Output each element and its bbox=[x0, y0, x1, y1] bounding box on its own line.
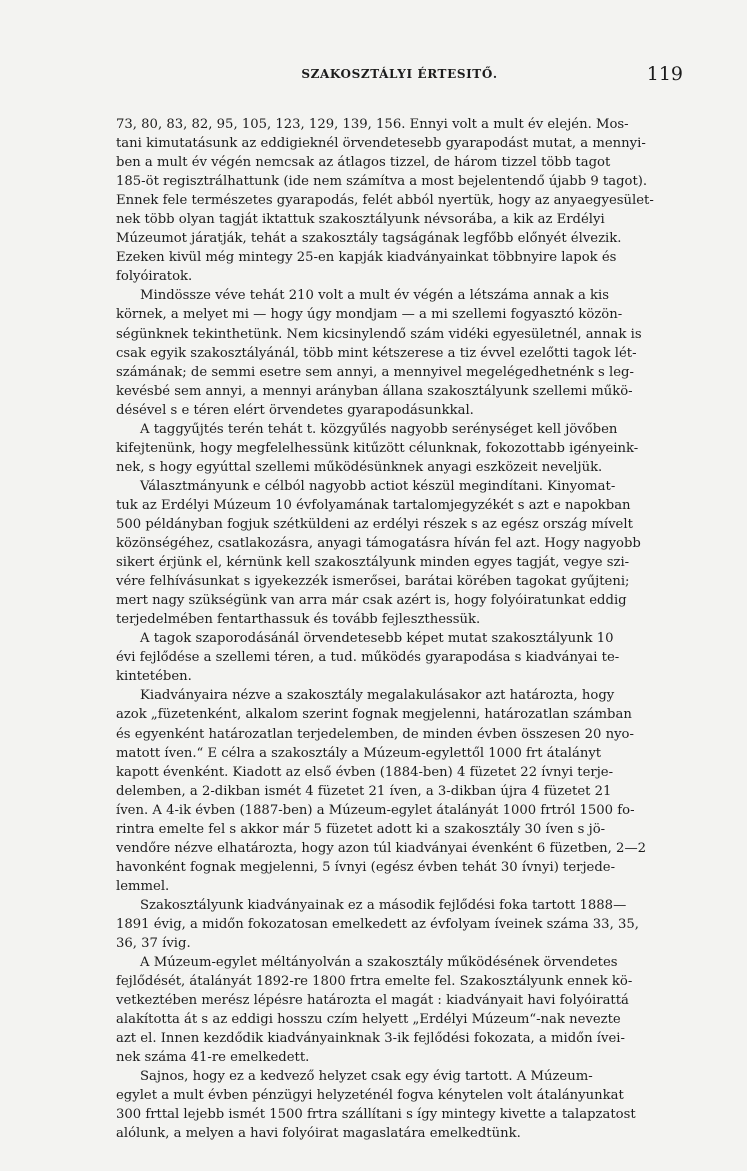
running-title: SZAKOSZTÁLYI ÉRTESITŐ. bbox=[301, 67, 498, 81]
text-line: kintetében. bbox=[116, 669, 192, 685]
text-line: csak egyik szakosztályánál, több mint kétszerese a tiz évvel ezelőtti tagok lét- bbox=[116, 345, 637, 361]
text-line: azok „füzetenként, alkalom szerint fognak megjelenni, határozatlan számban bbox=[116, 707, 632, 723]
text-line: Sajnos, hogy ez a kedvező helyzet csak egy évig tartott. A Múzeum- bbox=[140, 1069, 593, 1085]
text-line: folyóiratok. bbox=[116, 269, 193, 285]
text-line: nek, s hogy egyúttal szellemi működésünknek anyagi eszközeit neveljük. bbox=[116, 459, 603, 475]
text-line: vetkeztében merész lépésre határozta el magát : kiadványait havi folyóirattá bbox=[116, 993, 629, 1009]
text-line: A taggyűjtés terén tehát t. közgyűlés nagyobb serénységet kell jövőben bbox=[140, 421, 618, 437]
text-line: egylet a mult évben pénzügyi helyzeténél fogva kénytelen volt átalányunkat bbox=[116, 1088, 624, 1104]
text-line: Választmányunk e célból nagyobb actiot készül megindítani. Kinyomat- bbox=[140, 478, 616, 494]
text-line: alólunk, a melyen a havi folyóirat magaslatára emelkedtünk. bbox=[116, 1126, 521, 1142]
text-line: körnek, a melyet mi — hogy úgy mondjam — a mi szellemi fogyasztó közön- bbox=[116, 307, 623, 323]
text-line: fejlődését, átalányát 1892-re 1800 frtra emelte fel. Szakosztályunk ennek kö- bbox=[116, 974, 633, 990]
text-line: ben a mult év végén nemcsak az átlagos tizzel, de három tizzel több tagot bbox=[116, 155, 611, 171]
text-line: 185-öt regisztrálhattunk (ide nem számítva a most bejelentendő újabb 9 tagot). bbox=[116, 174, 648, 190]
text-line: tani kimutatásunk az eddigieknél örvendetesebb gyarapodást mutat, a mennyi- bbox=[116, 136, 646, 152]
text-line: Szakosztályunk kiadványainak ez a második fejlődési foka tartott 1888— bbox=[140, 897, 627, 913]
text-line: és egyenként határozatlan terjedelemben, de minden évben összesen 20 nyo- bbox=[116, 726, 634, 742]
text-line: nek száma 41-re emelkedett. bbox=[116, 1050, 310, 1066]
text-line: vendőre nézve elhatározta, hogy azon túl kiadványai évenként 6 füzetben, 2—2 bbox=[116, 840, 647, 856]
page-number: 119 bbox=[646, 63, 683, 85]
text-line: nek több olyan tagját iktattuk szakosztályunk névsorába, a kik az Erdélyi bbox=[116, 212, 605, 228]
page-header bbox=[116, 63, 683, 87]
text-line: delemben, a 2-dikban ismét 4 füzetet 21 íven, a 3-dikban újra 4 füzetet 21 bbox=[116, 783, 612, 799]
text-line: A tagok szaporodásánál örvendetesebb képet mutat szakosztályunk 10 bbox=[140, 631, 614, 647]
text-line: 300 frttal lejebb ismét 1500 frtra szállítani s így mintegy kivette a talapzatost bbox=[116, 1107, 636, 1123]
text-line: alakította át s az eddigi hosszu czím helyett „Erdélyi Múzeum“-nak nevezte bbox=[116, 1012, 621, 1028]
text-line: azt el. Innen kezdődik kiadványainknak 3-ik fejlődési fokozata, a midőn ívei- bbox=[116, 1031, 625, 1047]
text-line: Mindössze véve tehát 210 volt a mult év végén a létszáma annak a kis bbox=[140, 288, 610, 304]
text-line: A Múzeum-egylet méltányolván a szakosztály működésének örvendetes bbox=[140, 955, 618, 971]
text-line: íven. A 4-ik évben (1887-ben) a Múzeum-egylet átalányát 1000 frtról 1500 fo- bbox=[116, 802, 635, 818]
text-line: havonként fognak megjelenni, 5 ívnyi (egész évben tehát 30 ívnyi) terjede- bbox=[116, 859, 616, 875]
text-line: 73, 80, 83, 82, 95, 105, 123, 129, 139, 156. Ennyi volt a mult év elején. Mos- bbox=[116, 117, 629, 132]
text-line: lemmel. bbox=[116, 878, 170, 894]
text-line: 500 példányban fogjuk szétküldeni az erdélyi részek s az egész ország mívelt bbox=[116, 516, 633, 532]
text-line: 36, 37 ívig. bbox=[116, 936, 191, 952]
text-line: Ezeken kivül még mintegy 25-en kapják kiadványainkat többnyire lapok és bbox=[116, 250, 617, 266]
text-line: Kiadványaira nézve a szakosztály megalakulásakor azt határozta, hogy bbox=[140, 688, 615, 704]
text-line: terjedelmében fentarthassuk és tovább fejleszthessük. bbox=[116, 612, 481, 628]
body-text bbox=[116, 115, 683, 1144]
text-line: vére felhívásunkat s igyekezzék ismerősei, barátai körében tagokat gyűjteni; bbox=[116, 574, 630, 590]
text-line: közönségéhez, csatlakozásra, anyagi támogatásra híván fel azt. Hogy nagyobb bbox=[116, 536, 641, 552]
text-line: ségünknek tekinthetünk. Nem kicsinylendő szám vidéki egyesületnél, annak is bbox=[116, 326, 642, 342]
text-line: désével s e téren elért örvendetes gyarapodásunkkal. bbox=[116, 402, 474, 418]
text-line: kevésbé sem annyi, a mennyi arányban állana szakosztályunk szellemi műkö- bbox=[116, 383, 633, 399]
text-line: sikert érjünk el, kérnünk kell szakosztályunk minden egyes tagját, vegye szi- bbox=[116, 555, 630, 571]
text-line: számának; de semmi esetre sem annyi, a mennyivel megelégedhetnénk s leg- bbox=[116, 364, 634, 380]
text-line: rintra emelte fel s akkor már 5 füzetet adott ki a szakosztály 30 íven s jö- bbox=[116, 821, 606, 837]
text-line: 1891 évig, a midőn fokozatosan emelkedett az évfolyam íveinek száma 33, 35, bbox=[116, 916, 639, 932]
text-line: kifejtenünk, hogy megfelelhessünk kitűzött célunknak, fokozottabb igényeink- bbox=[116, 440, 639, 456]
text-line: mert nagy szükségünk van arra már csak azért is, hogy folyóiratunkat eddig bbox=[116, 593, 627, 609]
text-line: tuk az Erdélyi Múzeum 10 évfolyamának tartalomjegyzékét s azt e napokban bbox=[116, 497, 631, 513]
text-line: Ennek fele természetes gyarapodás, felét abból nyertük, hogy az anyaegyesület- bbox=[116, 193, 654, 209]
text-line: évi fejlődése a szellemi téren, a tud. működés gyarapodása s kiadványai te- bbox=[116, 650, 620, 666]
text-line: matott íven.“ E célra a szakosztály a Múzeum-egylettől 1000 frt átalányt bbox=[116, 745, 602, 761]
text-line: Múzeumot járatják, tehát a szakosztály tagságának legfőbb előnyét élvezik. bbox=[116, 231, 622, 247]
text-line: kapott évenként. Kiadott az első évben (1884-ben) 4 füzetet 22 ívnyi terje- bbox=[116, 764, 614, 780]
